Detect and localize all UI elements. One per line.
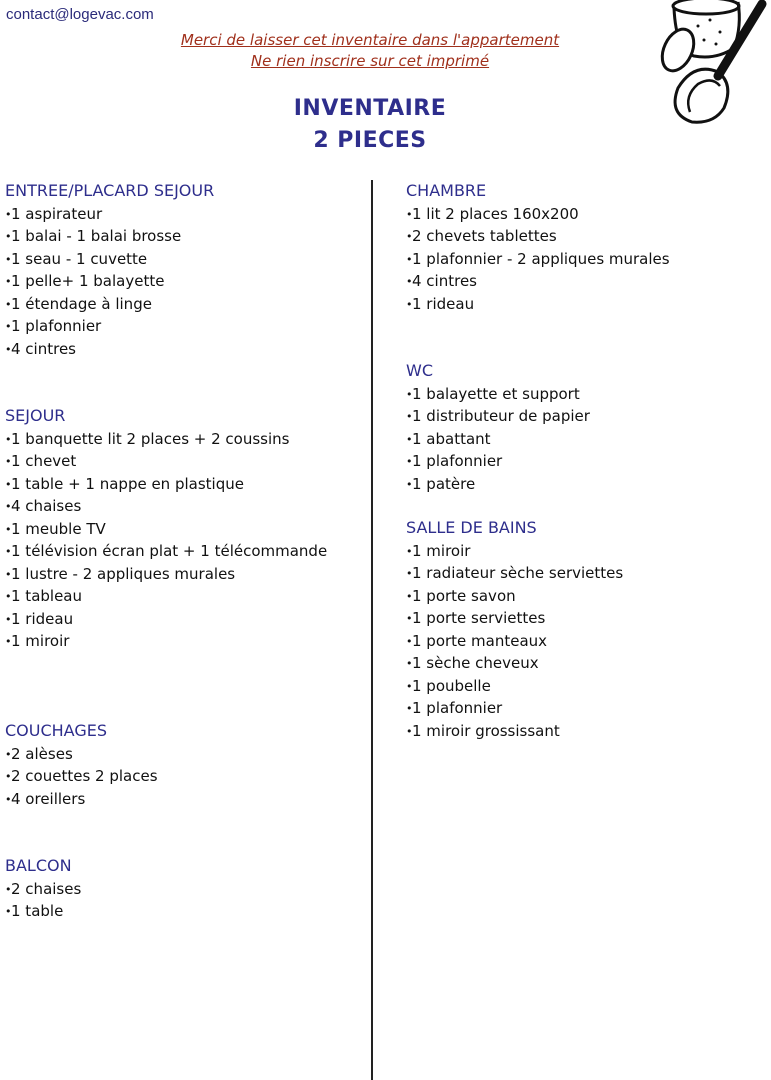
bullet-icon: •: [406, 657, 413, 670]
bullet-icon: •: [5, 207, 12, 221]
bullet-icon: •: [406, 410, 413, 423]
section-heading: ENTREE/PLACARD SEJOUR: [5, 181, 215, 200]
section-heading: CHAMBRE: [406, 181, 487, 200]
list-item: •2 chaises: [5, 878, 81, 901]
bullet-icon: •: [5, 252, 12, 266]
list-item: •1 rideau: [406, 293, 670, 316]
bullet-icon: •: [5, 770, 12, 783]
list-item: •2 alèses: [5, 743, 158, 766]
bullet-icon: •: [5, 320, 12, 333]
list-item: •1 tableau: [5, 585, 327, 608]
list-item: •1 plafonnier - 2 appliques murales: [406, 248, 670, 271]
column-divider: [371, 180, 373, 1080]
section-couchages: [5, 720, 158, 810]
bullet-icon: •: [406, 589, 413, 603]
list-item: •1 plafonnier: [406, 697, 623, 720]
bullet-icon: •: [406, 432, 413, 446]
list-item: •1 porte manteaux: [406, 630, 623, 653]
bullet-icon: •: [406, 702, 413, 715]
list-item: •1 miroir: [406, 540, 623, 563]
list-item: •4 oreillers: [5, 788, 158, 811]
bullet-icon: •: [5, 635, 12, 648]
bullet-icon: •: [5, 477, 12, 491]
bullet-icon: •: [406, 297, 413, 311]
bullet-icon: •: [406, 634, 413, 648]
bullet-icon: •: [406, 230, 413, 243]
list-item: •2 chevets tablettes: [406, 225, 670, 248]
list-item: •1 sèche cheveux: [406, 652, 623, 675]
document-title: INVENTAIRE: [293, 96, 447, 121]
bullet-icon: •: [5, 905, 12, 918]
list-item: •1 porte savon: [406, 585, 623, 608]
list-item: •1 meuble TV: [5, 518, 327, 541]
instruction-note-1: Merci de laisser cet inventaire dans l'appartement: [180, 31, 560, 49]
bullet-icon: •: [406, 252, 413, 266]
list-item: •4 cintres: [5, 338, 214, 361]
list-item: •4 chaises: [5, 495, 327, 518]
list-item: •1 porte serviettes: [406, 607, 623, 630]
list-item: •1 distributeur de papier: [406, 405, 590, 428]
bullet-icon: •: [406, 477, 413, 491]
section-heading: SALLE DE BAINS: [406, 518, 537, 537]
bullet-icon: •: [5, 612, 12, 626]
section-wc: [406, 360, 590, 495]
bullet-icon: •: [406, 612, 413, 625]
bullet-icon: •: [5, 792, 12, 806]
bullet-icon: •: [5, 297, 12, 311]
bullet-icon: •: [5, 522, 12, 536]
bullet-icon: •: [5, 432, 12, 446]
contact-email: contact@logevac.com: [6, 6, 154, 23]
list-item: •1 télévision écran plat + 1 télécommande: [5, 540, 327, 563]
section-heading: COUCHAGES: [5, 721, 108, 740]
list-item: •1 pelle+ 1 balayette: [5, 270, 214, 293]
list-item: •1 balai - 1 balai brosse: [5, 225, 214, 248]
list-item: •1 lit 2 places 160x200: [406, 203, 670, 226]
bullet-icon: •: [5, 882, 12, 896]
item-list: [406, 383, 590, 496]
list-item: •1 table + 1 nappe en plastique: [5, 473, 327, 496]
list-item: •1 chevet: [5, 450, 327, 473]
bullet-icon: •: [406, 207, 413, 221]
list-item: •1 lustre - 2 appliques murales: [5, 563, 327, 586]
list-item: •1 poubelle: [406, 675, 623, 698]
bullet-icon: •: [406, 275, 413, 288]
whisk-bowl-icon: [654, 0, 771, 134]
list-item: •1 aspirateur: [5, 203, 214, 226]
list-item: •1 étendage à linge: [5, 293, 214, 316]
bullet-icon: •: [5, 567, 12, 581]
section-heading: WC: [406, 361, 433, 380]
list-item: •1 banquette lit 2 places + 2 coussins: [5, 428, 327, 451]
section-entree: [5, 180, 214, 360]
bullet-icon: •: [406, 679, 413, 693]
section-salle-de-bains: [406, 517, 623, 742]
document-subtitle: 2 PIECES: [313, 128, 427, 153]
list-item: •4 cintres: [406, 270, 670, 293]
list-item: •1 seau - 1 cuvette: [5, 248, 214, 271]
list-item: •1 balayette et support: [406, 383, 590, 406]
list-item: •1 patère: [406, 473, 590, 496]
list-item: •1 miroir grossissant: [406, 720, 623, 743]
bullet-icon: •: [5, 747, 12, 761]
list-item: •1 table: [5, 900, 81, 923]
list-item: •2 couettes 2 places: [5, 765, 158, 788]
section-heading: BALCON: [5, 856, 72, 875]
section-balcon: [5, 855, 81, 923]
bullet-icon: •: [5, 275, 12, 288]
section-sejour: [5, 405, 327, 653]
item-list: [5, 203, 214, 361]
bullet-icon: •: [5, 500, 12, 513]
item-list: [406, 203, 670, 316]
bullet-icon: •: [406, 567, 413, 580]
bullet-icon: •: [5, 590, 12, 603]
list-item: •1 plafonnier: [406, 450, 590, 473]
item-list: [5, 428, 327, 653]
list-item: •1 rideau: [5, 608, 327, 631]
bullet-icon: •: [406, 455, 413, 468]
section-chambre: [406, 180, 670, 315]
section-heading: SEJOUR: [5, 406, 66, 425]
list-item: •1 abattant: [406, 428, 590, 451]
item-list: [5, 878, 81, 923]
bullet-icon: •: [406, 544, 413, 558]
bullet-icon: •: [5, 342, 12, 356]
list-item: •1 miroir: [5, 630, 327, 653]
item-list: [406, 540, 623, 743]
item-list: [5, 743, 158, 811]
instruction-note-2: Ne rien inscrire sur cet imprimé: [250, 52, 490, 70]
bullet-icon: •: [406, 724, 413, 738]
bullet-icon: •: [5, 230, 12, 243]
list-item: •1 radiateur sèche serviettes: [406, 562, 623, 585]
bullet-icon: •: [5, 545, 12, 558]
list-item: •1 plafonnier: [5, 315, 214, 338]
bullet-icon: •: [406, 387, 413, 401]
bullet-icon: •: [5, 455, 12, 468]
